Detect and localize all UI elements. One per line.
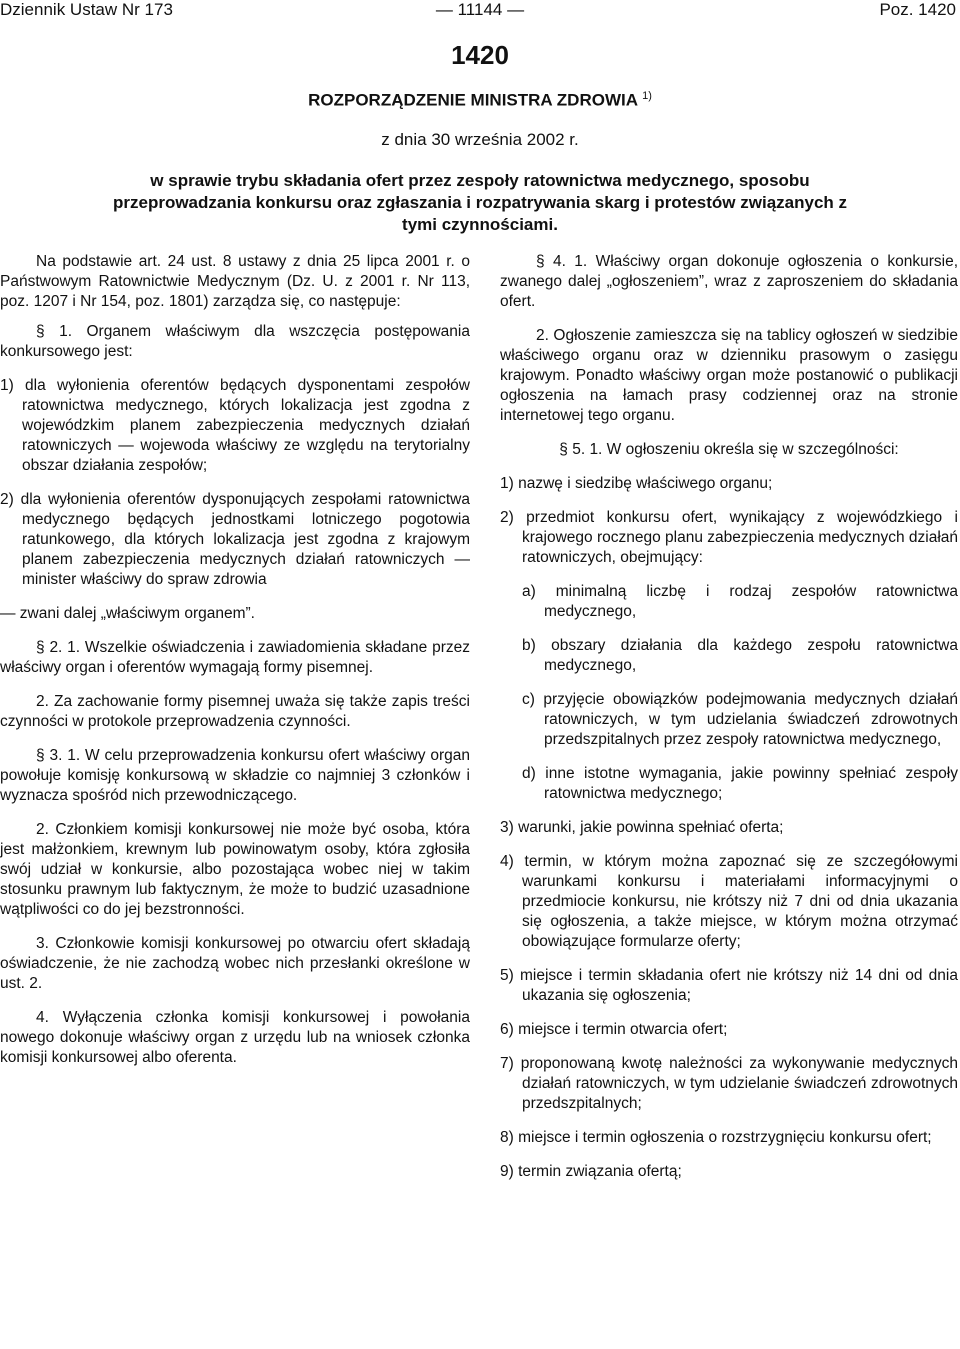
paragraph-3-section-1: § 3. 1. W celu przeprowadzenia konkursu ofert właściwy organ powołuje komisję konkursową w składzie co najmniej 3 członków i wyznacza spośród nich przewodniczącego.	[0, 747, 470, 804]
position-number: Poz. 1420	[879, 0, 956, 19]
list-item-2: 2) przedmiot konkursu ofert, wynikający z wojewódzkiego i krajowego rocznego planu zabezpieczenia medycznych działań ratowniczych, obejmujący:	[500, 509, 958, 566]
left-column	[0, 252, 470, 1068]
list-item-6: 6) miejsce i termin otwarcia ofert;	[500, 1021, 728, 1038]
paragraph-1-point-1: 1) dla wyłonienia oferentów będących dysponentami zespołów ratownictwa medycznego, których lokalizacja jest zgodna z wojewódzkim planem zabezpieczenia medycznych działań ratowniczych — wojewoda właściwy ze względu na terytorialny obszar działania zespołów;	[0, 377, 470, 474]
list-item-1: 1) nazwę i siedzibę właściwego organu;	[500, 475, 773, 492]
list-item-7: 7) proponowaną kwotę należności za wykonywanie medycznych działań ratowniczych, w tym udzielanie świadczeń zdrowotnych przedszpitalnych;	[500, 1055, 958, 1112]
paragraph-1-closing: — zwani dalej „właściwym organem”.	[0, 605, 255, 622]
list-item-9: 9) termin związania ofertą;	[500, 1163, 682, 1180]
document-number: 1420	[451, 40, 509, 70]
footnote-mark: 1)	[642, 90, 652, 102]
document-type-text: ROZPORZĄDZENIE MINISTRA ZDROWIA	[308, 90, 638, 110]
document-type	[0, 90, 960, 111]
paragraph-1: § 1. Organem właściwym dla wszczęcia postępowania konkursowego jest:	[0, 323, 470, 360]
paragraph-4-section-1: § 4. 1. Właściwy organ dokonuje ogłoszenia o konkursie, zwanego dalej „ogłoszeniem”, wraz z zaproszeniem do składania ofert.	[500, 253, 958, 310]
paragraph-3-section-3: 3. Członkowie komisji konkursowej po otwarciu ofert składają oświadczenie, że nie zachodzą wobec nich przesłanki określone w ust. 2.	[0, 935, 470, 992]
list-item-2c: c) przyjęcie obowiązków podejmowania medycznych działań ratowniczych, w tym udzielania świadczeń zdrowotnych przedszpitalnych przez zespoły ratownictwa medycznego,	[522, 691, 958, 748]
paragraph-5: § 5. 1. W ogłoszeniu określa się w szczególności:	[559, 441, 899, 458]
right-column	[500, 252, 958, 1182]
list-item-4: 4) termin, w którym można zapoznać się ze szczegółowymi warunkami konkursu i materiałami informacyjnymi o przedmiocie konkursu, nie krótszy niż 7 dni od dnia ukazania się ogłoszenia, a także miejsce, w którym można otrzymać obowiązujące formularze oferty;	[500, 853, 958, 950]
running-header	[0, 0, 960, 22]
list-item-2a: a) minimalną liczbę i rodzaj zespołów ratownictwa medycznego,	[522, 583, 958, 620]
paragraph-1-point-2: 2) dla wyłonienia oferentów dysponujących zespołami ratownictwa medycznego będących jednostkami lotniczego pogotowia ratunkowego, dla których lokalizacja jest zgodna z krajowym planem zabezpieczenia medycznych działań ratowniczych — minister właściwy do spraw zdrowia	[0, 491, 470, 588]
paragraph-3-section-2: 2. Członkiem komisji konkursowej nie może być osoba, która jest małżonkiem, krewnym lub powinowatym osoby, która zgłosiła swój udział w konkursie, albo pozostająca wobec niej w takim stosunku prawnym lub faktycznym, że może to budzić uzasadnione wątpliwości co do jej bezstronności.	[0, 821, 470, 918]
list-item-5: 5) miejsce i termin składania ofert nie krótszy niż 14 dni od dnia ukazania się ogłoszenia;	[500, 967, 958, 1004]
list-item-2d: d) inne istotne wymagania, jakie powinny spełniać zespoły ratownictwa medycznego;	[522, 765, 958, 802]
list-item-2b: b) obszary działania dla każdego zespołu ratownictwa medycznego,	[522, 637, 958, 674]
list-item-8: 8) miejsce i termin ogłoszenia o rozstrzygnięciu konkursu ofert;	[500, 1129, 932, 1146]
document-subject: w sprawie trybu składania ofert przez zespoły ratownictwa medycznego, sposobu przeprowadzania konkursu oraz zgłaszania i rozpatrywania skarg i protestów związanych z tymi czynnościami.	[112, 171, 848, 234]
page-number: — 11144 —	[435, 0, 525, 19]
paragraph-2-section-2: 2. Za zachowanie formy pisemnej uważa się także zapis treści czynności w protokole przeprowadzenia czynności.	[0, 693, 470, 730]
legal-basis: Na podstawie art. 24 ust. 8 ustawy z dnia 25 lipca 2001 r. o Państwowym Ratownictwie Medycznym (Dz. U. z 2001 r. Nr 113, poz. 1207 i Nr 154, poz. 1801) zarządza się, co następuje:	[0, 253, 470, 310]
list-item-3: 3) warunki, jakie powinna spełniać oferta;	[500, 819, 784, 836]
journal-name: Dziennik Ustaw Nr 173	[0, 0, 173, 19]
document-date: z dnia 30 września 2002 r.	[381, 130, 579, 149]
paragraph-4-section-2: 2. Ogłoszenie zamieszcza się na tablicy ogłoszeń w siedzibie właściwego organu oraz w dzienniku prasowym o zasięgu krajowym. Ponadto właściwy organ może postanowić o publikacji ogłoszenia na łamach prasy codziennej oraz na stronie internetowej tego organu.	[500, 327, 958, 424]
paragraph-3-section-4: 4. Wyłączenia członka komisji konkursowej i powołania nowego dokonuje właściwy organ z urzędu lub na wniosek członka komisji konkursowej albo oferenta.	[0, 1009, 470, 1066]
paragraph-2-section-1: § 2. 1. Wszelkie oświadczenia i zawiadomienia składane przez właściwy organ i oferentów wymagają formy pisemnej.	[0, 639, 470, 676]
